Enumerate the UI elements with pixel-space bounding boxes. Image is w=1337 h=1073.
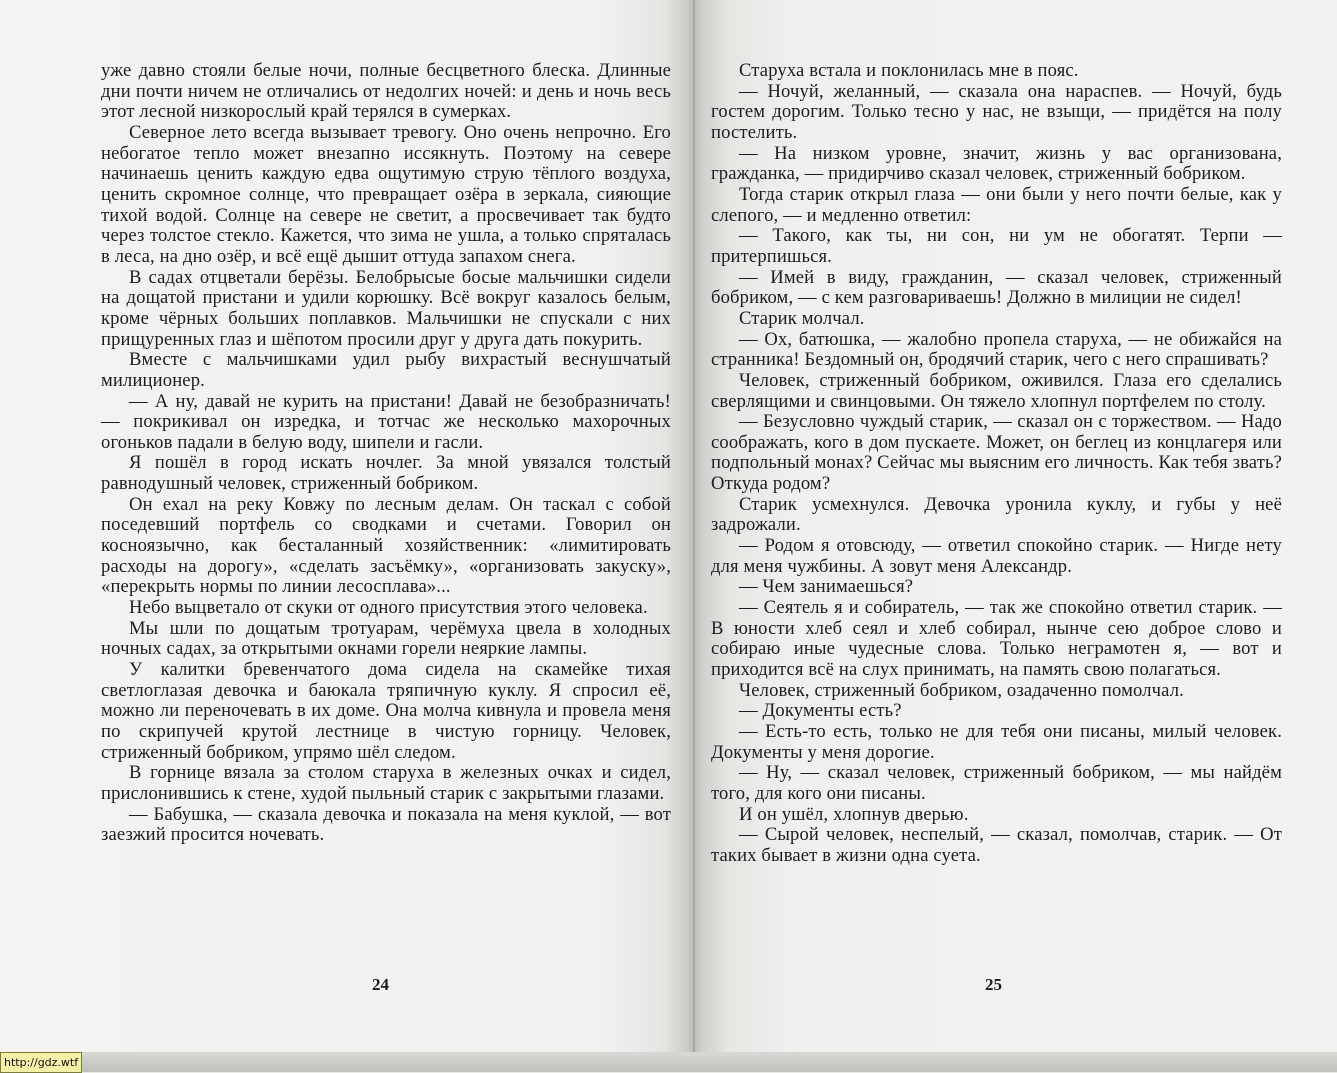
- paragraph: В садах отцветали берёзы. Белобрысые босые мальчишки сидели на дощатой пристани и удили корюшку. Всё вокруг казалось белым, кроме чёрных больших поплавков. Мальчишки не спускали с них прищуренных глаз и шёпотом просили друг у друга дать покурить.: [101, 266, 671, 350]
- paragraph: — Сеятель я и собиратель, — так же спокойно ответил старик. — В юности хлеб сеял и хлеб собирал, нынче сею доброе слово и собираю иные чудесные слова. Только неграмотен я, — вот и приходится всё на слух принимать, на память свою полагаться.: [711, 597, 1282, 681]
- paragraph: — На низком уровне, значит, жизнь у вас организована, гражданка, — придирчиво сказал человек, стриженный бобриком.: [711, 142, 1282, 185]
- paragraph: — Ох, батюшка, — жалобно пропела старуха, — не обижайся на странника! Бездомный он, бродячий старик, чего с него спрашивать?: [711, 328, 1282, 371]
- paragraph: Он ехал на реку Ковжу по лесным делам. Он таскал с собой поседевший портфель со сводками и счетами. Говорил он косноязычно, как бесталанный хозяйственник: «лимитировать расходы на дорогу», «сделать засъёмку», «организовать закуску», «перекрыть нормы по линии лесосплава»...: [101, 493, 671, 598]
- paragraph: — Ну, — сказал человек, стриженный бобриком, — мы найдём того, для кого они писаны.: [711, 762, 1282, 804]
- page-bottom-edge: [0, 1052, 1337, 1072]
- paragraph: — Сырой человек, неспелый, — сказал, помолчав, старик. — От таких бывает в жизни одна суета.: [711, 824, 1282, 866]
- left-page-number: 24: [372, 975, 389, 994]
- paragraph: — Бабушка, — сказала девочка и показала на меня куклой, — вот заезжий просится ночевать.: [101, 803, 671, 846]
- paragraph: Человек, стриженный бобриком, оживился. Глаза его сделались сверлящими и свинцовыми. Он тяжело хлопнул портфелем по столу.: [711, 369, 1282, 412]
- paragraph: — Такого, как ты, ни сон, ни ум не обогатят. Терпи — притерпишься.: [711, 225, 1282, 267]
- paragraph: Северное лето всегда вызывает тревогу. Оно очень непрочно. Его небогатое тепло может внезапно иссякнуть. Поэтому на севере начинаешь ценить каждую едва ощутимую струю тёплого воздуха, ценить скромное солнце, что превращает озёра в зеркала, сияющие тихой водой. Солнце на севере не светит, а просвечивает так будто через толстое стекло. Кажется, что зима не ушла, а только спряталась в леса, на дно озёр, и всё ещё дышит оттуда запахом снега.: [101, 121, 671, 267]
- paragraph: Старик усмехнулся. Девочка уронила куклу, и губы у неё задрожали.: [711, 493, 1282, 536]
- right-page-number: 25: [985, 975, 1002, 994]
- paragraph: Вместе с мальчишками удил рыбу вихрастый веснушчатый милиционер.: [101, 349, 671, 391]
- paragraph: — Имей в виду, гражданин, — сказал человек, стриженный бобриком, — с кем разговариваешь! Должно в милиции не сидел!: [711, 266, 1282, 309]
- paragraph: уже давно стояли белые ночи, полные бесцветного блеска. Длинные дни почти ничем не отличались от недолгих ночей: и день и ночь весь этот лесной низкорослый край терялся в сумерках.: [101, 60, 671, 123]
- paragraph: — Ночуй, желанный, — сказала она нараспев. — Ночуй, будь гостем дорогим. Только тесно у нас, не взыщи, — придётся на полу постелить.: [711, 80, 1282, 143]
- paragraph: — Есть-то есть, только не для тебя они писаны, милый человек. Документы у меня дорогие.: [711, 721, 1282, 763]
- paragraph: И он ушёл, хлопнув дверью.: [739, 803, 969, 825]
- paragraph: В горнице вязала за столом старуха в железных очках и сидел, прислонившись к стене, худой пыльный старик с закрытыми глазами.: [101, 762, 671, 804]
- paragraph: Я пошёл в город искать ночлег. За мной увязался толстый равнодушный человек, стриженный бобриком.: [101, 452, 671, 495]
- book-gutter: [693, 0, 695, 1072]
- right-page-text: [711, 61, 1282, 867]
- watermark-link[interactable]: http://gdz.wtf: [0, 1052, 82, 1073]
- paragraph: — А ну, давай не курить на пристани! Давай не безобразничать! — покрикивал он изредка, и тотчас же несколько махорочных огоньков падали в белую воду, шипели и гасли.: [101, 390, 671, 453]
- paragraph: — Документы есть?: [739, 700, 902, 722]
- paragraph: Старуха встала и поклонилась мне в пояс.: [739, 60, 1079, 81]
- paragraph: — Безусловно чуждый старик, — сказал он с торжеством. — Надо соображать, кого в дом пускаете. Может, он беглец из концлагеря или подпольный монах? Сейчас мы выясним его личность. Как тебя звать? Откуда родом?: [711, 411, 1282, 495]
- paragraph: Старик молчал.: [739, 307, 865, 329]
- paragraph: У калитки бревенчатого дома сидела на скамейке тихая светлоглазая девочка и баюкала тряпичную куклу. Я спросил её, можно ли переночевать в их доме. Она молча кивнула и провела меня по скрипучей крутой лестнице в чистую горницу. Человек, стриженный бобриком, упрямо шёл следом.: [101, 659, 671, 763]
- paragraph: Небо выцветало от скуки от одного присутствия этого человека.: [129, 597, 648, 619]
- paragraph: — Родом я отовсюду, — ответил спокойно старик. — Нигде нету для меня чужбины. А зовут меня Александр.: [711, 535, 1282, 577]
- paragraph: — Чем занимаешься?: [739, 576, 914, 598]
- paragraph: Мы шли по дощатым тротуарам, черёмуха цвела в холодных ночных садах, за открытыми окнами горели неяркие лампы.: [101, 617, 671, 660]
- left-page-text: [101, 61, 671, 846]
- paragraph: Человек, стриженный бобриком, озадаченно помолчал.: [739, 679, 1184, 701]
- paragraph: Тогда старик открыл глаза — они были у него почти белые, как у слепого, — и медленно ответил:: [711, 183, 1282, 226]
